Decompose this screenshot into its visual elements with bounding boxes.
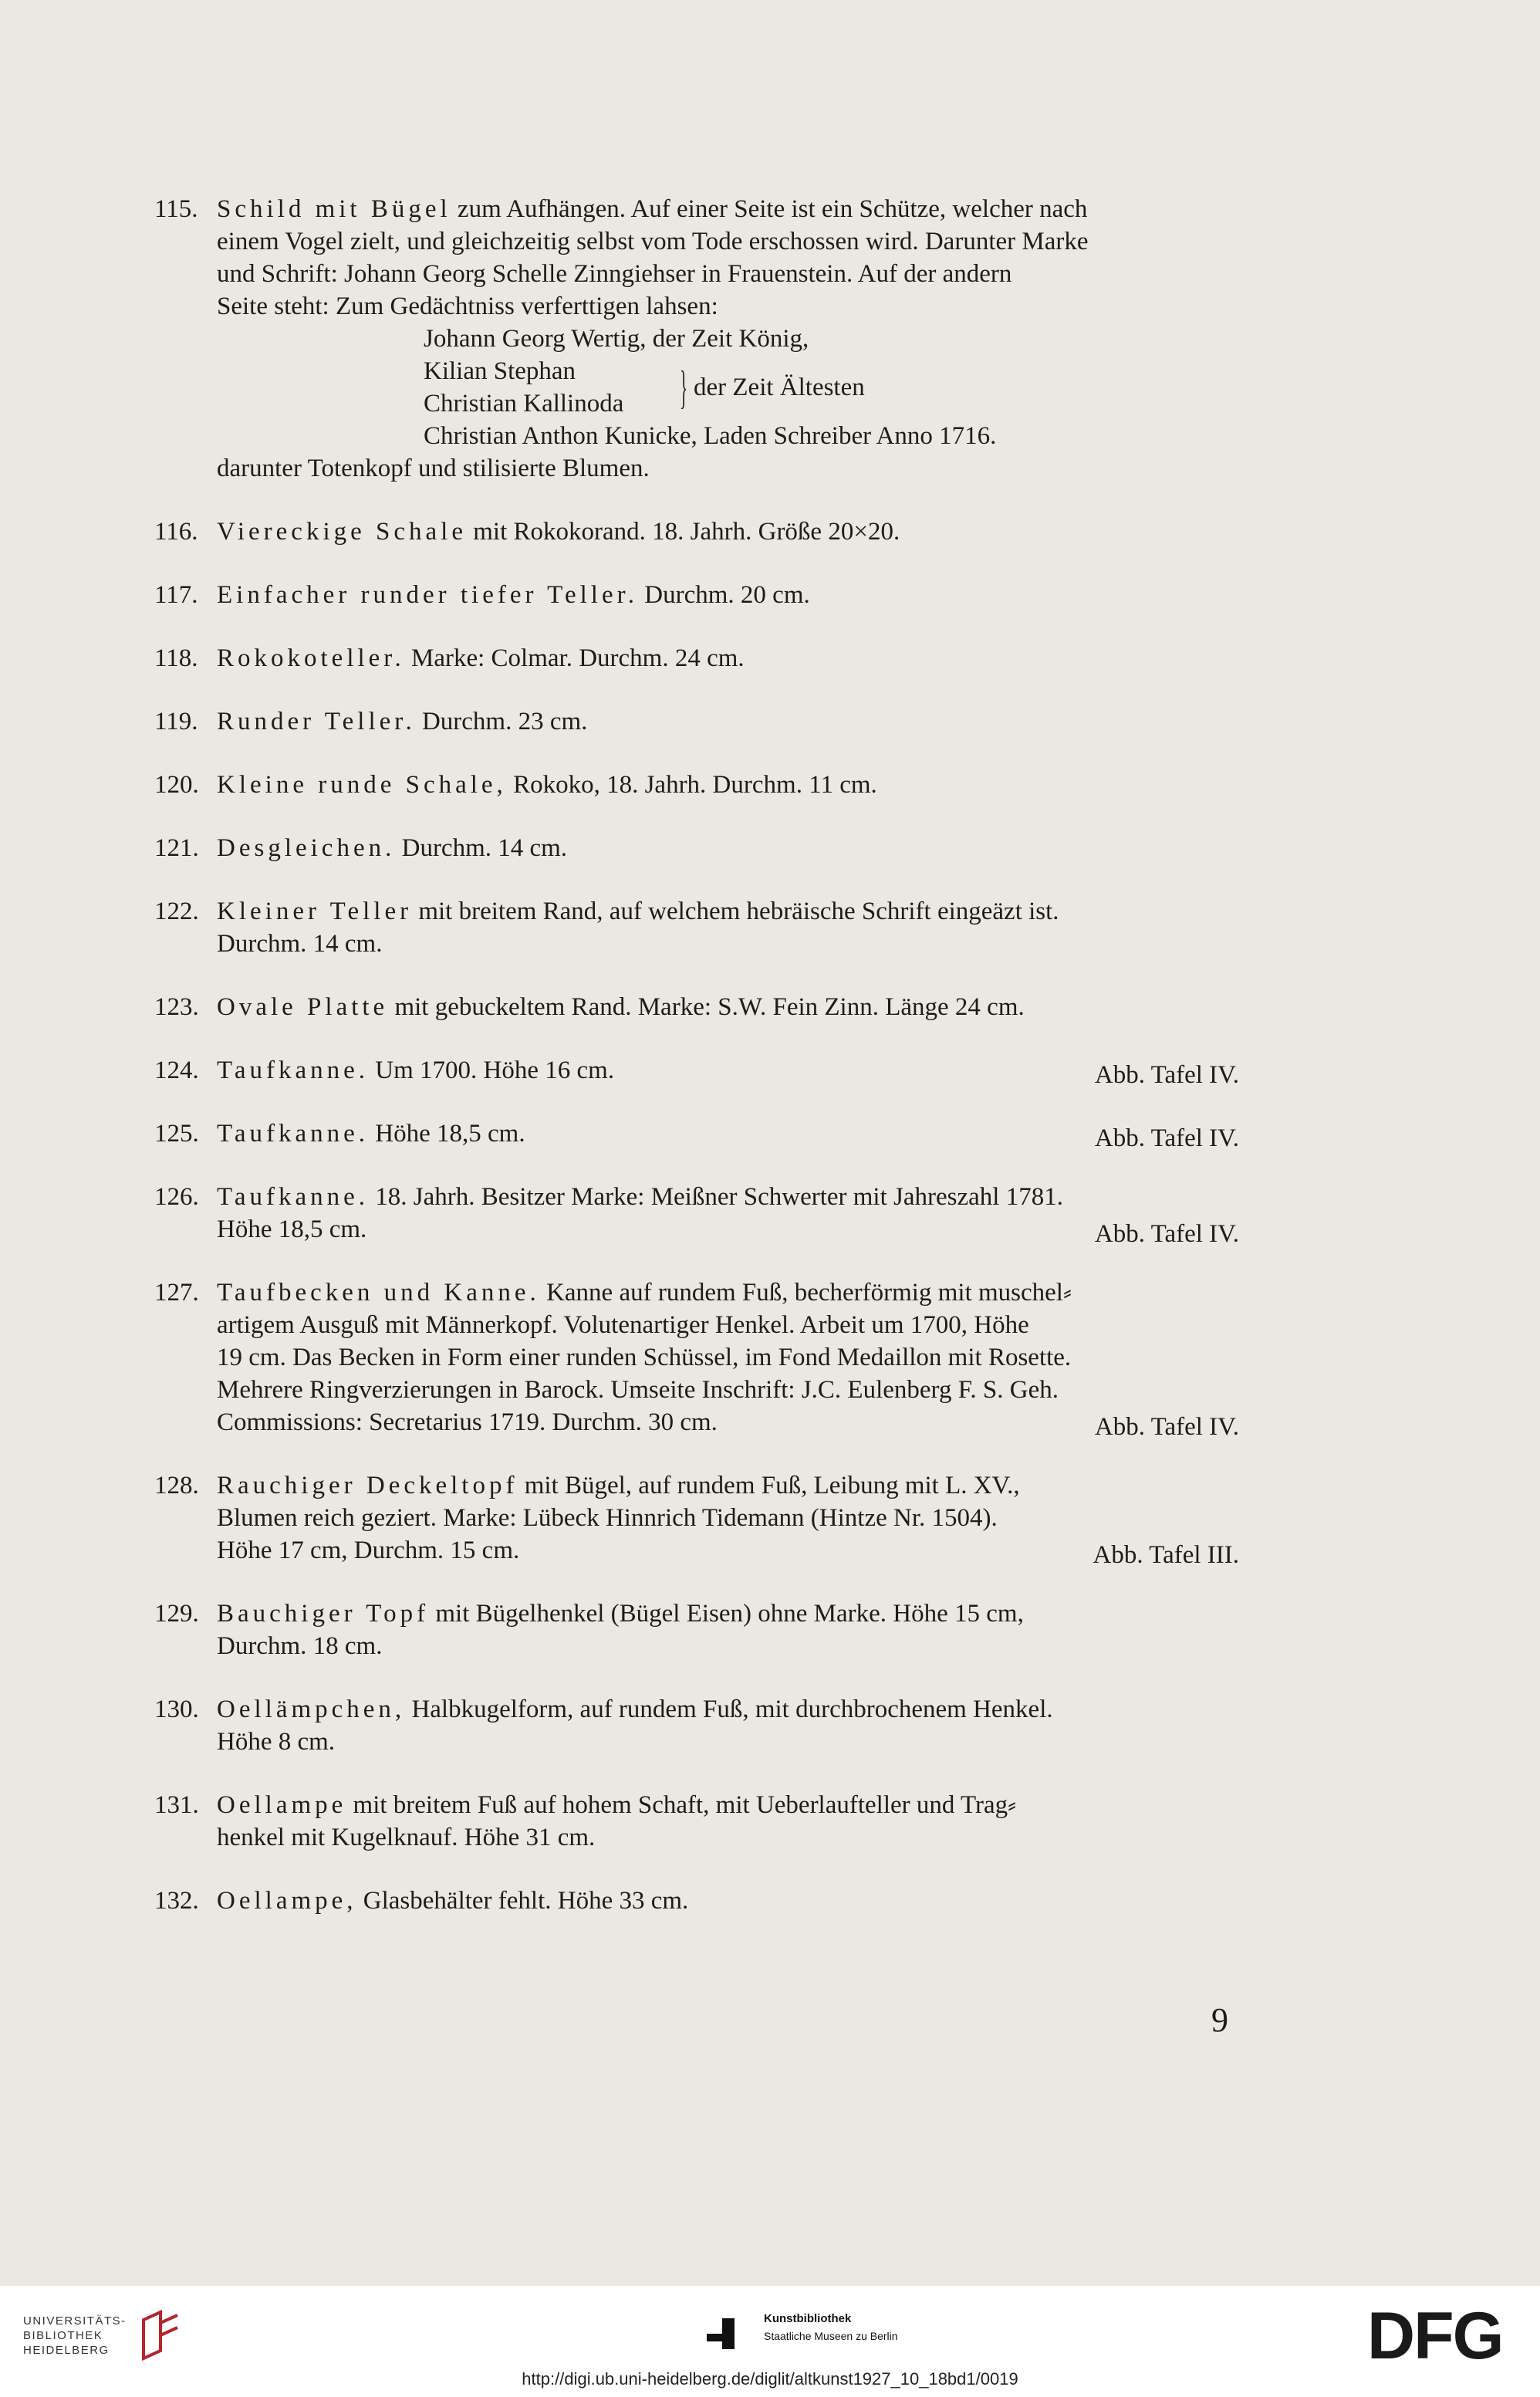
university-name [23,2314,127,2358]
inscription-brace-group [217,355,1239,420]
catalog-entry-116 [154,516,1239,548]
entry-number: 129. [154,1600,199,1628]
entry-number: 130. [154,1695,199,1723]
catalog-entry-131 [154,1789,1239,1854]
catalog-entry-123 [154,991,1239,1023]
university-line: UNIVERSITÄTS- [23,2314,127,2328]
catalog-entry-120 [154,769,1239,801]
entry-text: Um 1700. Höhe 16 cm. [369,1057,615,1084]
entry-text: Durchm. 20 cm. [638,581,810,609]
catalog-entry-121 [154,832,1239,864]
inscription-line: Christian Anthon Kunicke, Laden Schreiber Anno 1716. [424,422,997,450]
entry-number: 131. [154,1791,199,1819]
entry-title: Bauchiger Topf [217,1600,430,1628]
entry-text: Rokoko, 18. Jahrh. Durchm. 11 cm. [506,771,877,799]
entry-number: 132. [154,1887,199,1915]
entry-number: 120. [154,771,199,799]
entry-title: Oellämpchen, [217,1695,406,1723]
entry-title: Rokokoteller. [217,644,405,672]
entry-title: Runder Teller. [217,708,416,735]
entry-text: 18. Jahrh. Besitzer Marke: Meißner Schwerter mit Jahreszahl 1781. [369,1183,1063,1211]
entry-text: Höhe 8 cm. [217,1728,336,1756]
kunstbibliothek-logo-icon [704,2307,747,2354]
entry-number: 116. [154,518,198,546]
entry-title: Kleiner Teller [217,898,413,925]
entry-title: Taufkanne. [217,1057,370,1084]
catalog-entry-129 [154,1597,1239,1662]
entry-text: und Schrift: Johann Georg Schelle Zinngiehser in Frauenstein. Auf der andern [217,260,1012,288]
entry-title: Rauchiger Deckeltopf [217,1472,518,1499]
entry-text: Durchm. 23 cm. [415,708,588,735]
catalog-entry-122 [154,895,1239,960]
entry-number: 115. [154,195,198,223]
catalog-entry-127 [154,1276,1239,1439]
plate-reference: Abb. Tafel IV. [1094,1061,1239,1089]
entry-number: 124. [154,1057,199,1084]
entry-title: Ovale Platte [217,993,389,1021]
entry-number: 128. [154,1472,199,1499]
entry-text: darunter Totenkopf und stilisierte Blumen. [217,455,650,482]
plate-reference: Abb. Tafel IV. [1094,1124,1239,1152]
entry-number: 122. [154,898,199,925]
inscription-name: Kilian Stephan [424,357,576,385]
entry-title: Einfacher runder tiefer Teller. [217,581,639,609]
entry-text: mit breitem Fuß auf hohem Schaft, mit Ueberlaufteller und Trag⸗ [346,1791,1017,1819]
kb-title: Kunstbibliothek [764,2312,852,2325]
entry-text: Kanne auf rundem Fuß, becherförmig mit muschel⸗ [539,1279,1072,1307]
entry-text: Halbkugelform, auf rundem Fuß, mit durchbrochenem Henkel. [405,1695,1053,1723]
entry-text: Höhe 18,5 cm. [369,1120,525,1148]
entry-title: Schild mit Bügel [217,195,451,223]
entry-text: Marke: Colmar. Durchm. 24 cm. [404,644,745,672]
entry-title: Desgleichen. [217,834,396,862]
entry-number: 117. [154,581,198,609]
inscription-name: Christian Kallinoda [424,390,624,418]
dfg-logo: DFG [1367,2299,1503,2373]
kunstbibliothek-label [764,2312,898,2342]
entry-text: henkel mit Kugelknauf. Höhe 31 cm. [217,1824,596,1851]
entry-text: Commissions: Secretarius 1719. Durchm. 30 cm. [217,1408,718,1436]
entry-title: Oellampe, [217,1887,357,1915]
entry-text: zum Aufhängen. Auf einer Seite ist ein Schütze, welcher nach [451,195,1088,223]
entry-number: 126. [154,1183,199,1211]
entry-text: artigem Ausguß mit Männerkopf. Volutenartiger Henkel. Arbeit um 1700, Höhe [217,1311,1029,1339]
catalog-entry-119 [154,705,1239,738]
catalog-entry-128 [154,1469,1239,1567]
plate-reference: Abb. Tafel III. [1093,1541,1239,1569]
entry-title: Taufkanne. [217,1183,370,1211]
entry-text: Durchm. 18 cm. [217,1632,383,1660]
entry-title: Oellampe [217,1791,347,1819]
entry-text: mit Rokokorand. 18. Jahrh. Größe 20×20. [466,518,900,546]
entry-text: Seite steht: Zum Gedächtniss verferttigen lahsen: [217,292,718,320]
entry-number: 119. [154,708,198,735]
brace-icon: } [680,362,688,413]
kb-subtitle: Staatliche Museen zu Berlin [764,2330,898,2342]
entry-text: 19 cm. Das Becken in Form einer runden Schüssel, im Fond Medaillon mit Rosette. [217,1344,1072,1371]
entry-text: mit Bügel, auf rundem Fuß, Leibung mit L. XV., [518,1472,1020,1499]
entry-number: 125. [154,1120,199,1148]
university-logo-icon [137,2309,185,2362]
brace-label: der Zeit Ältesten [694,374,865,401]
entry-text: Glasbehälter fehlt. Höhe 33 cm. [356,1887,689,1915]
entry-text: Durchm. 14 cm. [217,930,383,958]
catalog-entries [154,193,1239,1948]
entry-title: Viereckige Schale [217,518,467,546]
university-line: HEIDELBERG [23,2344,110,2357]
catalog-entry-126 [154,1181,1239,1246]
entry-title: Taufbecken und Kanne. [217,1279,540,1307]
catalog-entry-118 [154,642,1239,674]
university-line: BIBLIOTHEK [23,2329,103,2342]
plate-reference: Abb. Tafel IV. [1094,1413,1239,1441]
library-footer [0,2286,1540,2397]
permalink-url[interactable]: http://digi.ub.uni-heidelberg.de/diglit/altkunst1927_10_18bd1/0019 [522,2369,1018,2389]
entry-text: Höhe 17 cm, Durchm. 15 cm. [217,1537,520,1564]
entry-title: Taufkanne. [217,1120,370,1148]
page-number: 9 [1211,2001,1228,2039]
entry-text: mit Bügelhenkel (Bügel Eisen) ohne Marke. Höhe 15 cm, [429,1600,1024,1628]
catalog-entry-117 [154,579,1239,611]
entry-title: Kleine runde Schale, [217,771,507,799]
entry-number: 123. [154,993,199,1021]
entry-text: Mehrere Ringverzierungen in Barock. Umseite Inschrift: J.C. Eulenberg F. S. Geh. [217,1376,1059,1404]
entry-text: Höhe 18,5 cm. [217,1215,367,1243]
entry-text: Blumen reich geziert. Marke: Lübeck Hinnrich Tidemann (Hintze Nr. 1504). [217,1504,998,1532]
catalog-entry-124 [154,1054,1239,1087]
entry-number: 118. [154,644,198,672]
entry-text: einem Vogel zielt, und gleichzeitig selbst vom Tode erschossen wird. Darunter Marke [217,228,1089,255]
catalog-entry-115 [154,193,1239,485]
catalog-entry-125 [154,1117,1239,1150]
entry-text: mit breitem Rand, auf welchem hebräische Schrift eingeäzt ist. [412,898,1059,925]
entry-text: Durchm. 14 cm. [395,834,568,862]
plate-reference: Abb. Tafel IV. [1094,1220,1239,1248]
catalog-entry-130 [154,1693,1239,1758]
catalog-entry-132 [154,1885,1239,1917]
entry-text: mit gebuckeltem Rand. Marke: S.W. Fein Zinn. Länge 24 cm. [388,993,1025,1021]
entry-number: 127. [154,1279,199,1307]
entry-number: 121. [154,834,199,862]
inscription-line: Johann Georg Wertig, der Zeit König, [424,325,809,353]
